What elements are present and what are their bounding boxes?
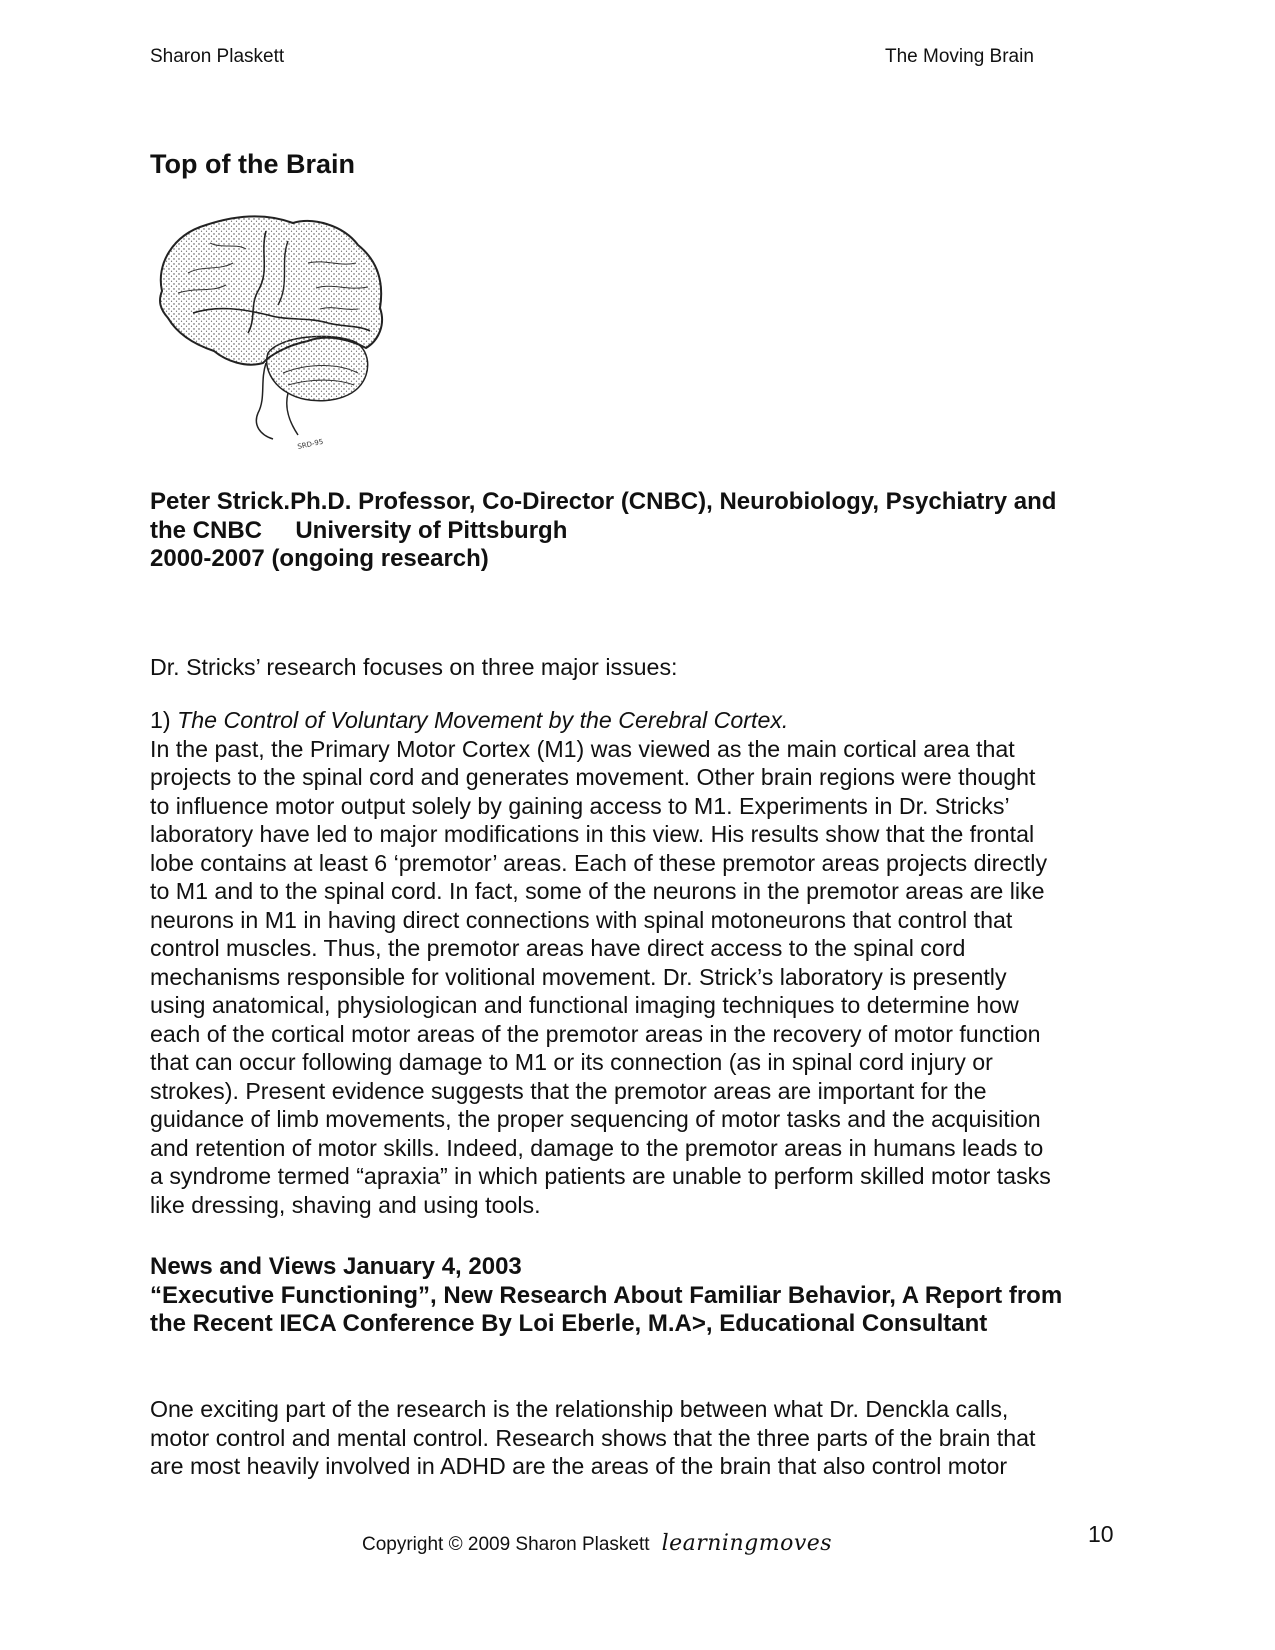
news-body-paragraph bbox=[150, 1395, 1125, 1481]
item1-line: to M1 and to the spinal cord. In fact, some of the neurons in the premotor areas are like bbox=[150, 878, 1045, 904]
item1-line: each of the cortical motor areas of the premotor areas in the recovery of motor function bbox=[150, 1020, 1041, 1047]
header-author: Sharon Plaskett bbox=[150, 46, 285, 67]
item1-line: In the past, the Primary Motor Cortex (M1) was viewed as the main cortical area that bbox=[150, 735, 1015, 762]
page-number: 10 bbox=[1088, 1521, 1114, 1547]
item1-paragraph bbox=[150, 706, 1125, 1219]
news-heading-line: the Recent IECA Conference By Loi Eberle, M.A>, Educational Consultant bbox=[150, 1310, 988, 1337]
item1-title-line: 1) The Control of Voluntary Movement by the Cerebral Cortex. bbox=[150, 707, 789, 733]
news-heading-line: News and Views January 4, 2003 bbox=[150, 1253, 522, 1280]
item1-line: laboratory have led to major modifications in this view. His results show that the frontal bbox=[150, 821, 1035, 847]
item1-line: guidance of limb movements, the proper sequencing of motor tasks and the acquisition bbox=[150, 1106, 1041, 1132]
researcher-heading bbox=[150, 488, 1130, 574]
brand-logo: learningmoves bbox=[661, 1531, 833, 1556]
researcher-heading-line: Peter Strick.Ph.D. Professor, Co-Director (CNBC), Neurobiology, Psychiatry and bbox=[150, 488, 1057, 515]
copyright-text: Copyright © 2009 Sharon Plaskett bbox=[362, 1534, 650, 1555]
item1-line: control muscles. Thus, the premotor areas have direct access to the spinal cord bbox=[150, 935, 966, 961]
artist-signature: SRD-95 bbox=[296, 437, 324, 451]
item1-line: strokes). Present evidence suggests that the premotor areas are important for the bbox=[150, 1077, 987, 1104]
item1-line: using anatomical, physiologican and functional imaging techniques to determine how bbox=[150, 992, 1019, 1018]
header-book-title: The Moving Brain bbox=[885, 46, 1034, 67]
item1-line: like dressing, shaving and using tools. bbox=[150, 1191, 541, 1218]
item1-line: a syndrome termed “apraxia” in which patients are unable to perform skilled motor tasks bbox=[150, 1163, 1051, 1189]
section-title: Top of the Brain bbox=[150, 149, 355, 179]
footer bbox=[362, 1531, 832, 1556]
item1-line: neurons in M1 in having direct connections with spinal motoneurons that control that bbox=[150, 906, 1013, 933]
researcher-heading-line: 2000-2007 (ongoing research) bbox=[150, 545, 489, 572]
item1-line: lobe contains at least 6 ‘premotor’ areas. Each of these premotor areas projects directly bbox=[150, 849, 1048, 876]
news-body-line: are most heavily involved in ADHD are the areas of the brain that also control motor bbox=[150, 1453, 1008, 1479]
news-heading bbox=[150, 1253, 1130, 1339]
brain-illustration-icon bbox=[148, 213, 400, 458]
news-body-line: One exciting part of the research is the relationship between what Dr. Denckla calls, bbox=[150, 1396, 1009, 1422]
item1-line: and retention of motor skills. Indeed, damage to the premotor areas in humans leads to bbox=[150, 1134, 1044, 1161]
item1-line: projects to the spinal cord and generates movement. Other brain regions were thought bbox=[150, 764, 1036, 790]
item1-line: that can occur following damage to M1 or its connection (as in spinal cord injury or bbox=[150, 1049, 993, 1075]
news-body-line: motor control and mental control. Research shows that the three parts of the brain that bbox=[150, 1424, 1036, 1451]
news-heading-line: “Executive Functioning”, New Research About Familiar Behavior, A Report from bbox=[150, 1281, 1063, 1309]
researcher-heading-line: the CNBC University of Pittsburgh bbox=[150, 516, 568, 544]
intro-paragraph: Dr. Stricks’ research focuses on three major issues: bbox=[150, 654, 678, 680]
item1-line: to influence motor output solely by gaining access to M1. Experiments in Dr. Stricks’ bbox=[150, 792, 1010, 819]
item1-line: mechanisms responsible for volitional movement. Dr. Strick’s laboratory is presently bbox=[150, 963, 1007, 990]
